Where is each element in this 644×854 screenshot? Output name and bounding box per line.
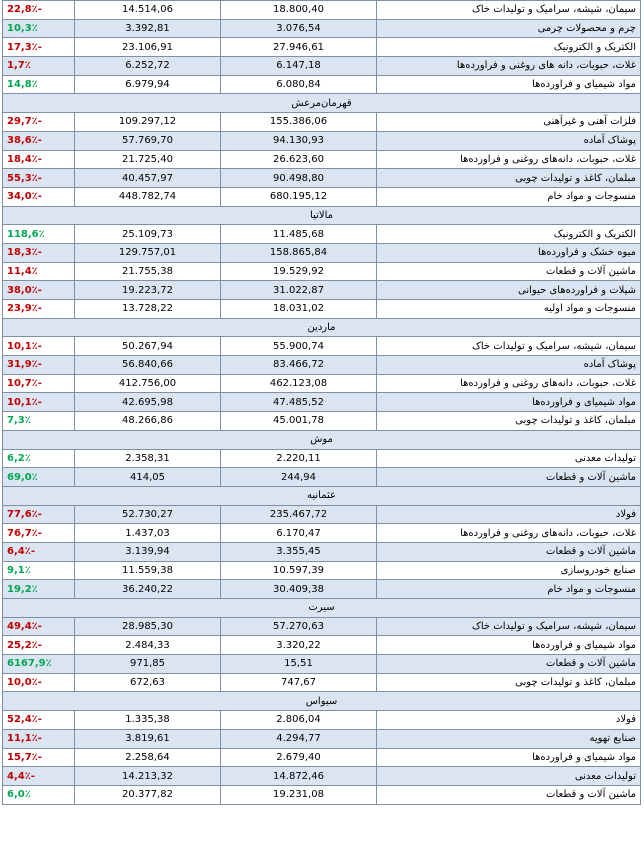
change-cell: 49,4٪-: [3, 617, 75, 636]
sector-name-cell: سیمان، شیشه، سرامیک و تولیدات خاک: [377, 337, 641, 356]
province-title: سیرت: [3, 599, 641, 618]
province-title: موش: [3, 430, 641, 449]
province-title: سیواس: [3, 692, 641, 711]
previous-value-cell: 448.782,74: [75, 187, 221, 206]
section-header: [3, 599, 641, 618]
sector-name-cell: غلات، حبوبات، دانه‌های روغنی و فراورده‌ها: [377, 150, 641, 169]
table-row: [3, 75, 641, 94]
section-header: [3, 94, 641, 113]
change-cell: 15,7٪-: [3, 748, 75, 767]
previous-value-cell: 25.109,73: [75, 225, 221, 244]
current-value-cell: 30.409,38: [221, 580, 377, 599]
section-header: [3, 692, 641, 711]
province-title: ماردین: [3, 318, 641, 337]
table-row: [3, 412, 641, 431]
current-value-cell: 6.147,18: [221, 57, 377, 76]
current-value-cell: 15,51: [221, 655, 377, 674]
change-cell: 6167,9٪: [3, 655, 75, 674]
previous-value-cell: 3.819,61: [75, 729, 221, 748]
table-row: [3, 150, 641, 169]
table-row: [3, 300, 641, 319]
change-cell: 11,4٪: [3, 262, 75, 281]
current-value-cell: 27.946,61: [221, 38, 377, 57]
table-row: [3, 19, 641, 38]
table-row: [3, 337, 641, 356]
previous-value-cell: 52.730,27: [75, 505, 221, 524]
previous-value-cell: 412.756,00: [75, 374, 221, 393]
current-value-cell: 57.270,63: [221, 617, 377, 636]
previous-value-cell: 56.840,66: [75, 356, 221, 375]
change-cell: 10,1٪-: [3, 393, 75, 412]
sector-name-cell: ماشین آلات و قطعات: [377, 262, 641, 281]
table-row: [3, 356, 641, 375]
change-cell: 25,2٪-: [3, 636, 75, 655]
change-cell: 10,1٪-: [3, 337, 75, 356]
change-cell: 23,9٪-: [3, 300, 75, 319]
previous-value-cell: 2.258,64: [75, 748, 221, 767]
change-cell: 69,0٪: [3, 468, 75, 487]
table-row: [3, 225, 641, 244]
table-row: [3, 374, 641, 393]
change-cell: 11,1٪-: [3, 729, 75, 748]
current-value-cell: 14.872,46: [221, 767, 377, 786]
table-row: [3, 748, 641, 767]
previous-value-cell: 971,85: [75, 655, 221, 674]
current-value-cell: 31.022,87: [221, 281, 377, 300]
previous-value-cell: 23.106,91: [75, 38, 221, 57]
current-value-cell: 155.386,06: [221, 113, 377, 132]
sector-name-cell: منسوجات و مواد خام: [377, 187, 641, 206]
current-value-cell: 18.031,02: [221, 300, 377, 319]
current-value-cell: 11.485,68: [221, 225, 377, 244]
change-cell: 34,0٪-: [3, 187, 75, 206]
change-cell: 6,0٪: [3, 785, 75, 804]
previous-value-cell: 2.358,31: [75, 449, 221, 468]
current-value-cell: 4.294,77: [221, 729, 377, 748]
current-value-cell: 55.900,74: [221, 337, 377, 356]
previous-value-cell: 36.240,22: [75, 580, 221, 599]
sector-name-cell: ماشین آلات و قطعات: [377, 542, 641, 561]
current-value-cell: 2.220,11: [221, 449, 377, 468]
table-row: [3, 580, 641, 599]
change-cell: 38,0٪-: [3, 281, 75, 300]
table-row: [3, 711, 641, 730]
table-body: [3, 1, 641, 805]
current-value-cell: 83.466,72: [221, 356, 377, 375]
table-row: [3, 468, 641, 487]
table-row: [3, 729, 641, 748]
change-cell: 77,6٪-: [3, 505, 75, 524]
table-row: [3, 262, 641, 281]
province-title: قهرمان‌مرعش: [3, 94, 641, 113]
sector-name-cell: ماشین آلات و قطعات: [377, 785, 641, 804]
sector-name-cell: مواد شیمیای و فراورده‌ها: [377, 636, 641, 655]
change-cell: 14,8٪: [3, 75, 75, 94]
change-cell: 29,7٪-: [3, 113, 75, 132]
sector-name-cell: منسوجات و مواد خام: [377, 580, 641, 599]
table-row: [3, 505, 641, 524]
previous-value-cell: 57.769,70: [75, 131, 221, 150]
sector-name-cell: مبلمان، کاغذ و تولیدات چوبی: [377, 412, 641, 431]
sector-name-cell: مواد شیمیای و فراورده‌ها: [377, 75, 641, 94]
previous-value-cell: 3.139,94: [75, 542, 221, 561]
previous-value-cell: 21.755,38: [75, 262, 221, 281]
current-value-cell: 244,94: [221, 468, 377, 487]
table-row: [3, 617, 641, 636]
previous-value-cell: 6.979,94: [75, 75, 221, 94]
table-row: [3, 243, 641, 262]
change-cell: 55,3٪-: [3, 169, 75, 188]
previous-value-cell: 40.457,97: [75, 169, 221, 188]
sector-name-cell: صنایع تهویه: [377, 729, 641, 748]
current-value-cell: 3.076,54: [221, 19, 377, 38]
current-value-cell: 747,67: [221, 673, 377, 692]
sector-name-cell: فولاد: [377, 505, 641, 524]
current-value-cell: 45.001,78: [221, 412, 377, 431]
sector-name-cell: میوه خشک و فراورده‌ها: [377, 243, 641, 262]
previous-value-cell: 11.559,38: [75, 561, 221, 580]
sector-name-cell: فلزات آهنی و غیرآهنی: [377, 113, 641, 132]
change-cell: 118,6٪: [3, 225, 75, 244]
table-row: [3, 524, 641, 543]
section-header: [3, 318, 641, 337]
previous-value-cell: 21.725,40: [75, 150, 221, 169]
table-row: [3, 131, 641, 150]
change-cell: 1,7٪: [3, 57, 75, 76]
previous-value-cell: 19.223,72: [75, 281, 221, 300]
previous-value-cell: 109.297,12: [75, 113, 221, 132]
sector-name-cell: غلات، حبوبات، دانه های روغنی و فراورده‌ها: [377, 57, 641, 76]
change-cell: 22,8٪-: [3, 1, 75, 20]
sector-name-cell: مبلمان، کاغذ و تولیدات چوبی: [377, 169, 641, 188]
current-value-cell: 2.806,04: [221, 711, 377, 730]
change-cell: 10,0٪-: [3, 673, 75, 692]
change-cell: 4,4٪-: [3, 767, 75, 786]
table-row: [3, 38, 641, 57]
change-cell: 38,6٪-: [3, 131, 75, 150]
table-row: [3, 113, 641, 132]
sector-name-cell: الکتریک و الکترونیک: [377, 38, 641, 57]
current-value-cell: 680.195,12: [221, 187, 377, 206]
change-cell: 10,7٪-: [3, 374, 75, 393]
previous-value-cell: 1.335,38: [75, 711, 221, 730]
province-title: عثمانیه: [3, 486, 641, 505]
current-value-cell: 3.355,45: [221, 542, 377, 561]
sector-name-cell: فولاد: [377, 711, 641, 730]
previous-value-cell: 672,63: [75, 673, 221, 692]
current-value-cell: 3.320,22: [221, 636, 377, 655]
change-cell: 17,3٪-: [3, 38, 75, 57]
previous-value-cell: 2.484,33: [75, 636, 221, 655]
current-value-cell: 158.865,84: [221, 243, 377, 262]
current-value-cell: 94.130,93: [221, 131, 377, 150]
previous-value-cell: 14.213,32: [75, 767, 221, 786]
change-cell: 52,4٪-: [3, 711, 75, 730]
table-row: [3, 636, 641, 655]
current-value-cell: 19.529,92: [221, 262, 377, 281]
previous-value-cell: 13.728,22: [75, 300, 221, 319]
table-row: [3, 767, 641, 786]
sector-name-cell: شیلات و فراورده‌های حیوانی: [377, 281, 641, 300]
table-row: [3, 542, 641, 561]
table-row: [3, 673, 641, 692]
previous-value-cell: 3.392,81: [75, 19, 221, 38]
change-cell: 18,4٪-: [3, 150, 75, 169]
sector-name-cell: غلات، حبوبات، دانه‌های روغنی و فراورده‌ها: [377, 374, 641, 393]
table-row: [3, 1, 641, 20]
current-value-cell: 235.467,72: [221, 505, 377, 524]
change-cell: 6,2٪: [3, 449, 75, 468]
sector-name-cell: مواد شیمیای و فراورده‌ها: [377, 393, 641, 412]
export-statistics-table: [2, 0, 641, 805]
change-cell: 76,7٪-: [3, 524, 75, 543]
previous-value-cell: 6.252,72: [75, 57, 221, 76]
previous-value-cell: 48.266,86: [75, 412, 221, 431]
current-value-cell: 2.679,40: [221, 748, 377, 767]
sector-name-cell: غلات، حبوبات، دانه‌های روغنی و فراورده‌ها: [377, 524, 641, 543]
current-value-cell: 462.123,08: [221, 374, 377, 393]
change-cell: 9,1٪: [3, 561, 75, 580]
previous-value-cell: 414,05: [75, 468, 221, 487]
previous-value-cell: 20.377,82: [75, 785, 221, 804]
change-cell: 6,4٪-: [3, 542, 75, 561]
change-cell: 7,3٪: [3, 412, 75, 431]
sector-name-cell: منسوجات و مواد اولیه: [377, 300, 641, 319]
table-row: [3, 281, 641, 300]
section-header: [3, 430, 641, 449]
table-row: [3, 785, 641, 804]
current-value-cell: 6.170,47: [221, 524, 377, 543]
previous-value-cell: 42.695,98: [75, 393, 221, 412]
previous-value-cell: 14.514,06: [75, 1, 221, 20]
sector-name-cell: مبلمان، کاغذ و تولیدات چوبی: [377, 673, 641, 692]
sector-name-cell: ماشین آلات و قطعات: [377, 655, 641, 674]
current-value-cell: 47.485,52: [221, 393, 377, 412]
change-cell: 18,3٪-: [3, 243, 75, 262]
sector-name-cell: مواد شیمیای و فراورده‌ها: [377, 748, 641, 767]
change-cell: 31,9٪-: [3, 356, 75, 375]
change-cell: 19,2٪: [3, 580, 75, 599]
current-value-cell: 90.498,80: [221, 169, 377, 188]
sector-name-cell: سیمان، شیشه، سرامیک و تولیدات خاک: [377, 1, 641, 20]
table-row: [3, 393, 641, 412]
current-value-cell: 19.231,08: [221, 785, 377, 804]
previous-value-cell: 129.757,01: [75, 243, 221, 262]
sector-name-cell: چرم و محصولات چرمی: [377, 19, 641, 38]
table-row: [3, 561, 641, 580]
previous-value-cell: 28.985,30: [75, 617, 221, 636]
current-value-cell: 10.597,39: [221, 561, 377, 580]
sector-name-cell: الکتریک و الکترونیک: [377, 225, 641, 244]
current-value-cell: 18.800,40: [221, 1, 377, 20]
section-header: [3, 486, 641, 505]
sector-name-cell: سیمان، شیشه، سرامیک و تولیدات خاک: [377, 617, 641, 636]
table-row: [3, 187, 641, 206]
sector-name-cell: ماشین آلات و قطعات: [377, 468, 641, 487]
table-row: [3, 449, 641, 468]
table-row: [3, 57, 641, 76]
sector-name-cell: پوشاک آماده: [377, 131, 641, 150]
sector-name-cell: صنایع خودروسازی: [377, 561, 641, 580]
province-title: مالاتیا: [3, 206, 641, 225]
current-value-cell: 26.623,60: [221, 150, 377, 169]
table-row: [3, 169, 641, 188]
sector-name-cell: پوشاک آماده: [377, 356, 641, 375]
current-value-cell: 6.080,84: [221, 75, 377, 94]
sector-name-cell: تولیدات معدنی: [377, 767, 641, 786]
sector-name-cell: تولیدات معدنی: [377, 449, 641, 468]
table-row: [3, 655, 641, 674]
previous-value-cell: 1.437,03: [75, 524, 221, 543]
previous-value-cell: 50.267,94: [75, 337, 221, 356]
section-header: [3, 206, 641, 225]
change-cell: 10,3٪: [3, 19, 75, 38]
